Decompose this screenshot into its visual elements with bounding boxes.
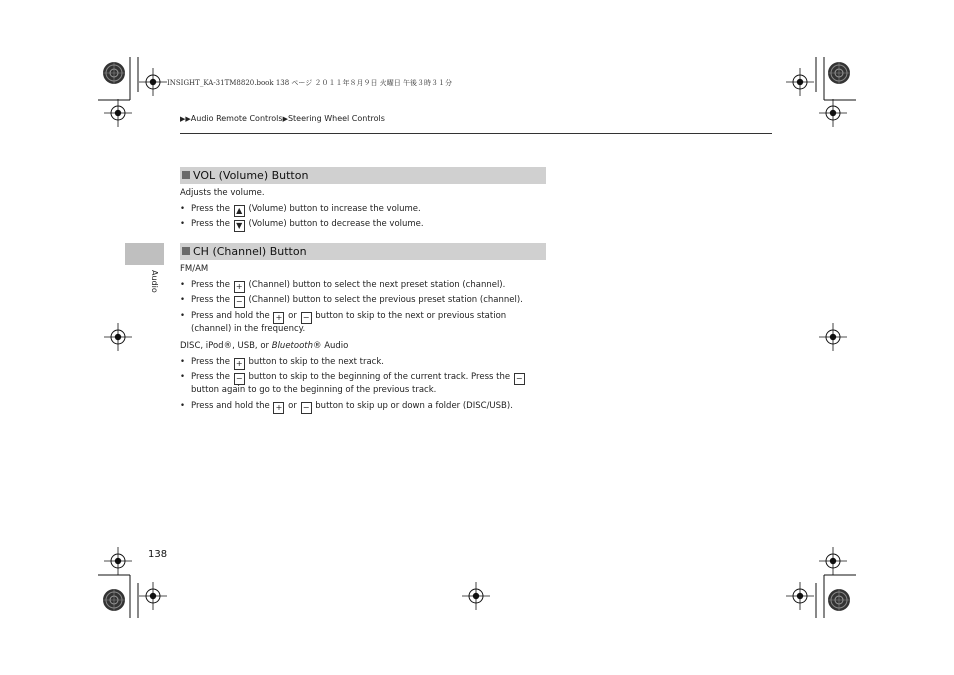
ch-section-title: CH (Channel) Button <box>193 245 307 258</box>
breadcrumb <box>180 114 385 123</box>
header-rule <box>180 133 772 134</box>
breadcrumb-audio-remote[interactable]: Audio Remote Controls <box>190 114 283 123</box>
print-header: INSIGHT_KA-31TM8820.book 138 ページ ２０１１年８月９日 火曜日 午後３時３１分 <box>167 79 452 87</box>
heading-square-icon <box>182 247 190 255</box>
breadcrumb-arrows: ▶▶ <box>180 115 191 123</box>
plus-key-icon: + <box>234 281 245 293</box>
plus-key-icon: + <box>273 312 284 324</box>
page-number: 138 <box>148 549 168 560</box>
side-tab-label: Audio <box>150 270 159 293</box>
breadcrumb-steering-wheel[interactable]: Steering Wheel Controls <box>287 114 385 123</box>
vol-intro: Adjusts the volume. <box>180 188 265 198</box>
heading-square-icon <box>182 171 190 179</box>
minus-key-icon: − <box>234 373 245 385</box>
ch-section-heading <box>180 243 546 260</box>
minus-key-icon: − <box>514 373 525 385</box>
plus-key-icon: + <box>234 358 245 370</box>
minus-key-icon: − <box>301 312 312 324</box>
plus-key-icon: + <box>273 402 284 414</box>
vol-section-heading <box>180 167 546 184</box>
side-tab <box>125 243 164 265</box>
minus-key-icon: − <box>301 402 312 414</box>
vol-section-title: VOL (Volume) Button <box>193 169 309 182</box>
minus-key-icon: − <box>234 296 245 308</box>
fm-am-label: FM/AM <box>180 264 209 274</box>
breadcrumb-arrow: ▶ <box>282 115 288 123</box>
volume-up-key-icon: ▲ <box>234 205 245 217</box>
disc-audio-label: DISC, iPod®, USB, or Bluetooth® Audio <box>180 341 349 351</box>
volume-down-key-icon: ▼ <box>234 220 245 232</box>
